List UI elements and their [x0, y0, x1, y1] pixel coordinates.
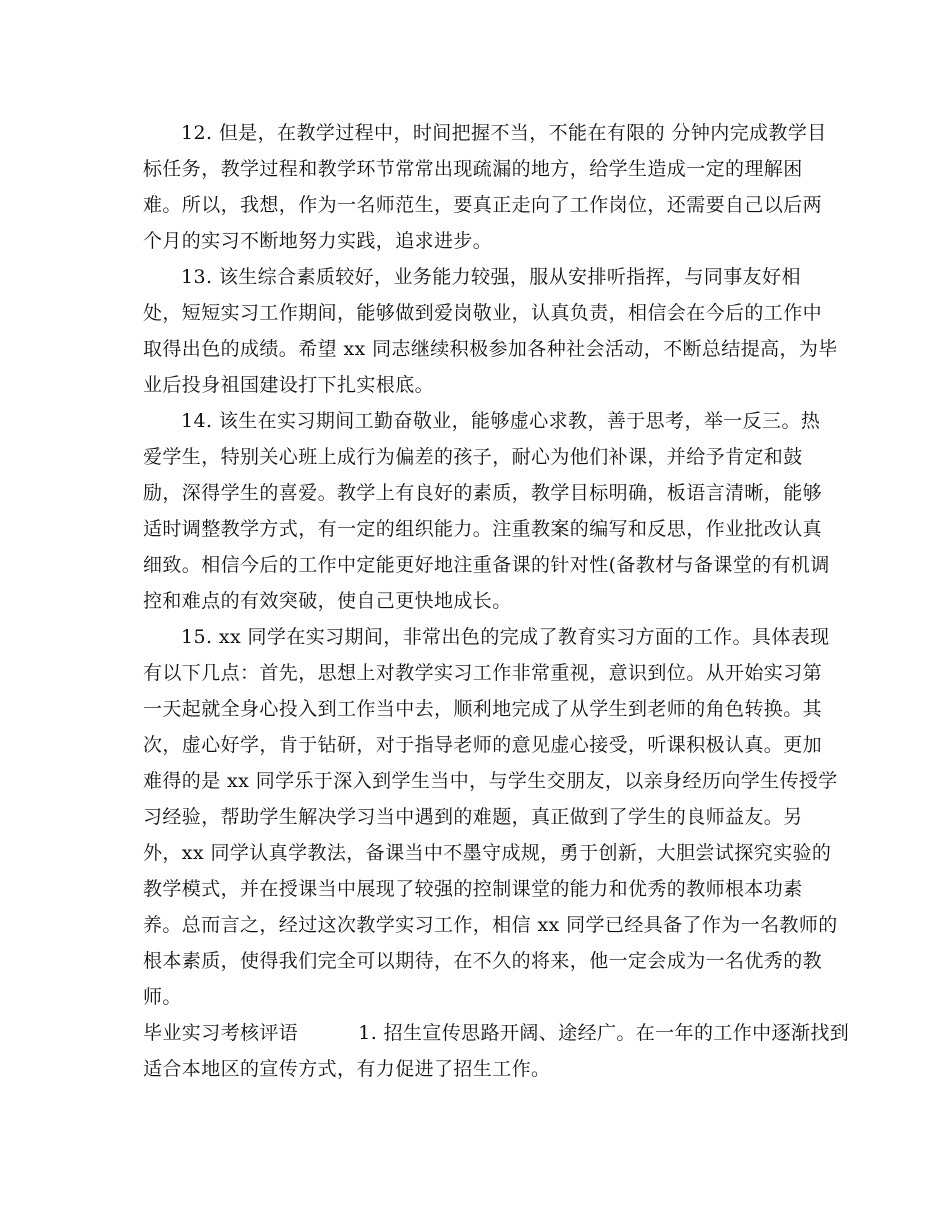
section-heading-line — [143, 1021, 850, 1045]
paragraph-12-line-3: 难。所以，我想，作为一名师范生，要真正走向了工作岗位，还需要自己以后两 — [143, 194, 823, 216]
paragraph-14-line-6: 控和难点的有效突破，使自己更快地成长。 — [143, 590, 512, 612]
paragraph-12-line-4: 个月的实习不断地努力实践，追求进步。 — [143, 230, 493, 252]
paragraph-14-line-2: 爱学生，特别关心班上成行为偏差的孩子，耐心为他们补课，并给予肯定和鼓 — [143, 446, 803, 468]
paragraph-12-line-1: 12. 但是，在教学过程中，时间把握不当，不能在有限的 分钟内完成教学目 — [181, 122, 827, 144]
section-heading: 毕业实习考核评语 — [143, 1022, 299, 1044]
paragraph-13-line-3: 取得出色的成绩。希望 xx 同志继续积极参加各种社会活动，不断总结提高，为毕 — [143, 338, 838, 360]
paragraph-14-line-4: 适时调整教学方式，有一定的组织能力。注重教案的编写和反思，作业批改认真 — [143, 518, 823, 540]
paragraph-14-line-1: 14. 该生在实习期间工勤奋敬业，能够虚心求教，善于思考，举一反三。热 — [181, 410, 821, 432]
paragraph-15-line-2: 有以下几点：首先，思想上对教学实习工作非常重视，意识到位。从开始实习第 — [143, 662, 823, 684]
paragraph-15-line-9: 养。总而言之，经过这次教学实习工作，相信 xx 同学已经具备了作为一名教师的 — [143, 914, 838, 936]
section-item-1-line-1: 1. 招生宣传思路开阔、途经广。在一年的工作中逐渐找到 — [358, 1022, 850, 1044]
section-item-1-line-2: 适合本地区的宣传方式，有力促进了招生工作。 — [143, 1058, 551, 1080]
paragraph-13-line-4: 业后投身祖国建设打下扎实根底。 — [143, 374, 435, 396]
paragraph-12-line-2: 标任务，教学过程和教学环节常常出现疏漏的地方，给学生造成一定的理解困 — [143, 158, 803, 180]
paragraph-13-line-2: 处，短短实习工作期间，能够做到爱岗敬业，认真负责，相信会在今后的工作中 — [143, 302, 823, 324]
paragraph-15-line-4: 次，虚心好学，肯于钻研，对于指导老师的意见虚心接受，听课积极认真。更加 — [143, 734, 823, 756]
paragraph-15-line-11: 师。 — [143, 986, 182, 1008]
paragraph-15-line-3: 一天起就全身心投入到工作当中去，顺利地完成了从学生到老师的角色转换。其 — [143, 698, 823, 720]
paragraph-15-line-8: 教学模式，并在授课当中展现了较强的控制课堂的能力和优秀的教师根本功素 — [143, 878, 803, 900]
paragraph-13-line-1: 13. 该生综合素质较好，业务能力较强，服从安排听指挥，与同事友好相 — [181, 266, 801, 288]
paragraph-14-line-5: 细致。相信今后的工作中定能更好地注重备课的针对性(备教材与备课堂的有机调 — [143, 554, 830, 576]
paragraph-15-line-5: 难得的是 xx 同学乐于深入到学生当中，与学生交朋友，以亲身经历向学生传授学 — [143, 770, 838, 792]
paragraph-15-line-6: 习经验，帮助学生解决学习当中遇到的难题，真正做到了学生的良师益友。另 — [143, 806, 803, 828]
paragraph-15-line-10: 根本素质，使得我们完全可以期待，在不久的将来，他一定会成为一名优秀的教 — [143, 950, 823, 972]
paragraph-15-line-1: 15. xx 同学在实习期间，非常出色的完成了教育实习方面的工作。具体表现 — [181, 626, 830, 648]
paragraph-14-line-3: 励，深得学生的喜爱。教学上有良好的素质，教学目标明确，板语言清晰，能够 — [143, 482, 823, 504]
paragraph-15-line-7: 外，xx 同学认真学教法，备课当中不墨守成规，勇于创新，大胆尝试探究实验的 — [143, 842, 832, 864]
